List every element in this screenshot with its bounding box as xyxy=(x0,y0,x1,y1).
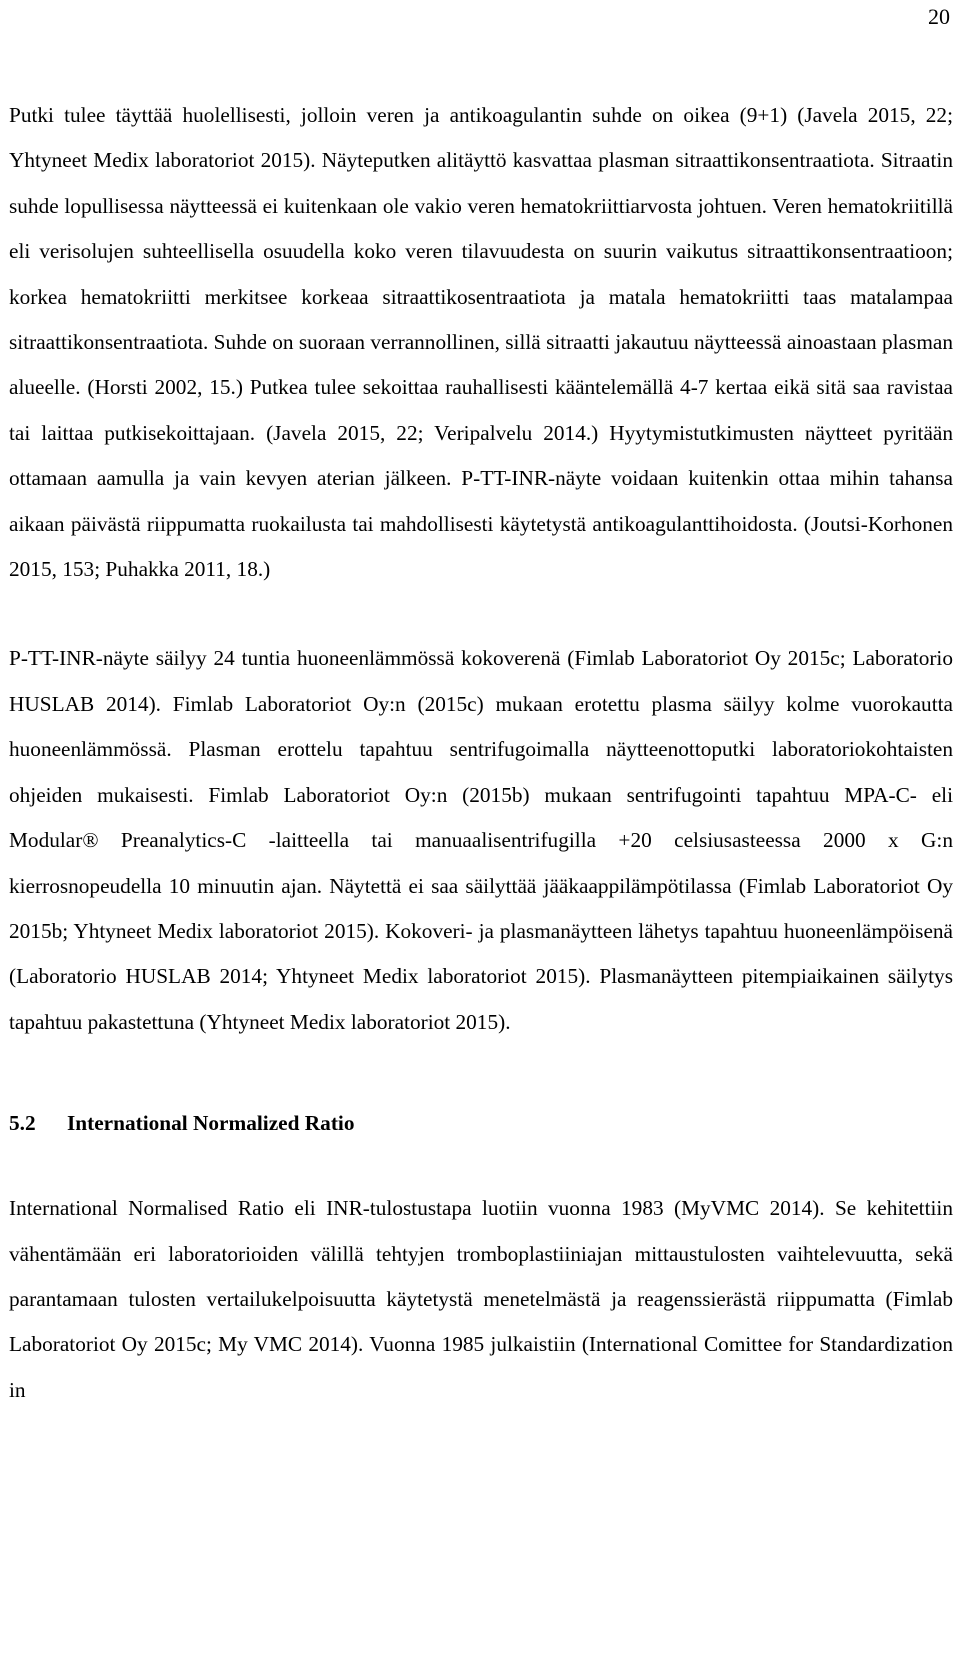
page-number: 20 xyxy=(928,4,950,29)
section-title: International Normalized Ratio xyxy=(67,1111,355,1136)
paragraph: International Normalised Ratio eli INR-tulostustapa luotiin vuonna 1983 (MyVMC 2014). Se kehitettiin vähentämään eri laboratorioiden välillä tehtyjen tromboplastiiniajan mittaustulosten vaihtelevuutta, sekä parantamaan tulosten vertailukelpoisuutta käytetystä menetelmästä ja reagenssierästä riippumatta (Fimlab Laboratoriot Oy 2015c; My VMC 2014). Vuonna 1985 julkaistiin (International Comittee for Standardization in xyxy=(9,1196,953,1402)
section-heading xyxy=(9,1101,953,1146)
paragraph: P-TT-INR-näyte säilyy 24 tuntia huoneenlämmössä kokoverenä (Fimlab Laboratoriot Oy 2015c; Laboratorio HUSLAB 2014). Fimlab Laboratoriot Oy:n (2015c) mukaan erotettu plasma säilyy kolme vuorokautta huoneenlämmössä. Plasman erottelu tapahtuu sentrifugoimalla näytteenottoputki laboratoriokohtaisten ohjeiden mukaisesti. Fimlab Laboratoriot Oy:n (2015b) mukaan sentrifugointi tapahtuu MPA-C- eli Modular® Preanalytics-C -laitteella tai manuaalisentrifugilla +20 celsiusasteessa 2000 x G:n kierrosnopeudella 10 minuutin ajan. Näytettä ei saa säilyttää jääkaappilämpötilassa (Fimlab Laboratoriot Oy 2015b; Yhtyneet Medix laboratoriot 2015). Kokoveri- ja plasmanäytteen lähetys tapahtuu huoneenlämpöisenä (Laboratorio HUSLAB 2014; Yhtyneet Medix laboratoriot 2015). Plasmanäytteen pitempiaikainen säilytys tapahtuu pakastettuna (Yhtyneet Medix laboratoriot 2015). xyxy=(9,646,953,1034)
document-body xyxy=(9,93,953,1413)
section-number: 5.2 xyxy=(9,1111,36,1136)
paragraph: Putki tulee täyttää huolellisesti, jolloin veren ja antikoagulantin suhde on oikea (9+1) (Javela 2015, 22; Yhtyneet Medix laboratoriot 2015). Näyteputken alitäyttö kasvattaa plasman sitraattikonsentraatiota. Sitraatin suhde lopullisessa näytteessä ei kuitenkaan ole vakio veren hematokriittiarvosta johtuen. Veren hematokriitillä eli verisolujen suhteellisella osuudella koko veren tilavuudesta on suurin vaikutus sitraattikonsentraatioon; korkea hematokriitti merkitsee korkeaa sitraattikosentraatiota ja matala hematokriitti taas matalampaa sitraattikonsentraatiota. Suhde on suoraan verrannollinen, sillä sitraatti jakautuu näytteessä ainoastaan plasman alueelle. (Horsti 2002, 15.) Putkea tulee sekoittaa rauhallisesti kääntelemällä 4-7 kertaa eikä sitä saa ravistaa tai laittaa putkisekoittajaan. (Javela 2015, 22; Veripalvelu 2014.) Hyytymistutkimusten näytteet pyritään ottamaan aamulla ja vain kevyen aterian jälkeen. P-TT-INR-näyte voidaan kuitenkin ottaa mihin tahansa aikaan päivästä riippumatta ruokailusta tai mahdollisesti käytetystä antikoagulanttihoidosta. (Joutsi-Korhonen 2015, 153; Puhakka 2011, 18.) xyxy=(9,103,953,582)
